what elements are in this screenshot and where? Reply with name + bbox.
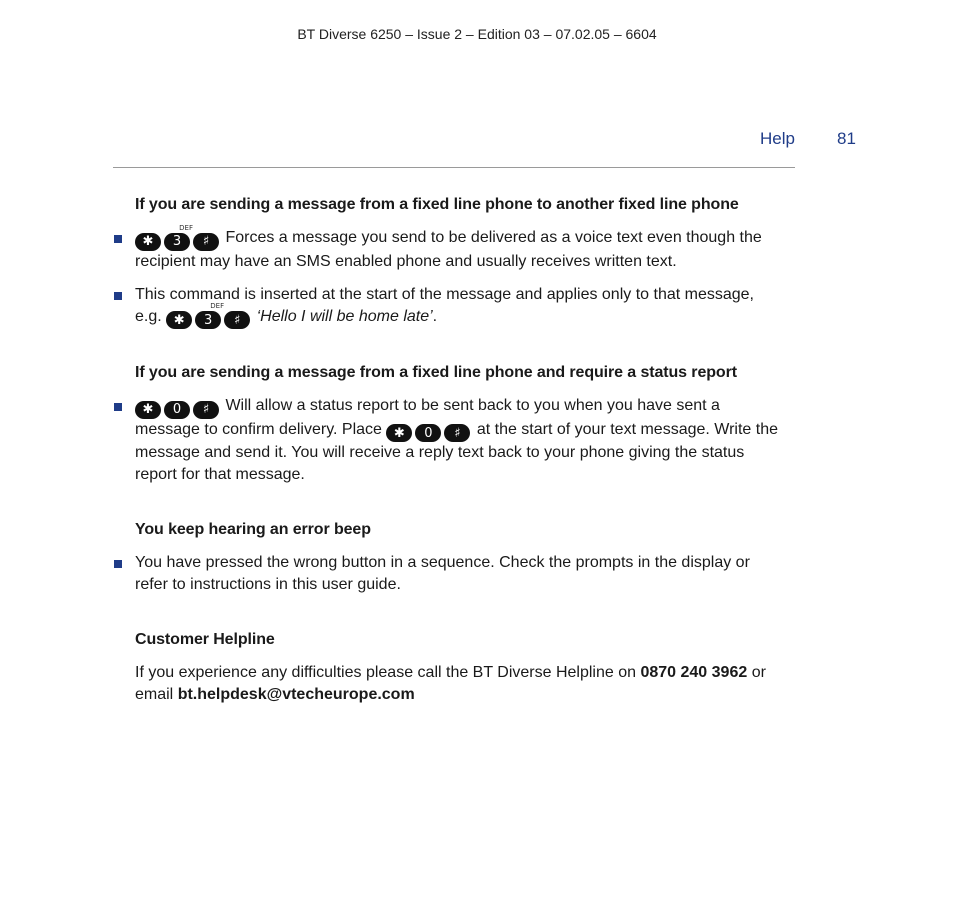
key-sequence: [135, 223, 219, 251]
key-sequence: [135, 401, 219, 419]
section-label: Help: [760, 129, 795, 148]
page-content: [135, 194, 785, 706]
bullet-marker: [114, 403, 122, 411]
bullet-marker: [114, 292, 122, 300]
section-customer-helpline: [135, 629, 785, 706]
helpline-text: or email: [135, 664, 766, 703]
header-divider: [113, 167, 795, 168]
three-key-icon: [164, 223, 193, 251]
bullet-text: Will allow a status report to be sent back to you when you have sent a message to confirm delivery. Place: [135, 397, 720, 438]
example-message: ‘Hello I will be home late’: [256, 307, 433, 325]
hash-key-icon: ♯: [193, 233, 219, 251]
star-key-icon: ✱: [135, 401, 161, 419]
helpline-text: If you experience any difficulties please call the BT Diverse Helpline on: [135, 664, 637, 681]
hash-key-icon: ♯: [224, 311, 250, 329]
bullet-text: You have pressed the wrong button in a sequence. Check the prompts in the display or refer to instructions in this user guide.: [135, 554, 750, 593]
list-item: [135, 223, 785, 273]
page-number: 81: [837, 129, 856, 148]
section-status-report: [135, 362, 785, 486]
three-key-icon: [195, 302, 225, 329]
key-sublabel: DEF: [179, 223, 193, 232]
document-reference: BT Diverse 6250 – Issue 2 – Edition 03 – 07.02.05 – 6604: [297, 26, 657, 42]
key-sequence: [386, 424, 470, 442]
key-sublabel: DEF: [210, 302, 225, 310]
zero-key-icon: 0: [415, 424, 441, 442]
bullet-marker: [114, 235, 122, 243]
helpline-paragraph: [135, 662, 785, 706]
helpline-email: bt.helpdesk@vtecheurope.com: [177, 686, 415, 703]
bullet-marker: [114, 560, 122, 568]
key-label: 3: [204, 312, 213, 328]
bullet-text-end: .: [432, 307, 438, 325]
section-voice-text: [135, 194, 785, 329]
bullet-text: Forces a message you send to be delivered as a voice text even though the recipient may have an SMS enabled phone and usually receives written text.: [135, 229, 762, 270]
list-item: [135, 284, 785, 330]
key-sequence: [166, 302, 250, 329]
section-heading: If you are sending a message from a fixed line phone and require a status report: [135, 364, 737, 381]
section-error-beep: [135, 519, 785, 596]
helpline-phone-number: 0870 240 3962: [640, 664, 748, 681]
star-key-icon: ✱: [386, 424, 412, 442]
key-label: 3: [172, 234, 182, 249]
list-item: [135, 552, 785, 596]
bullet-text: This command is inserted at the start of the message and applies only to that message, e.g.: [135, 285, 754, 325]
list-item: [135, 395, 785, 486]
hash-key-icon: ♯: [193, 401, 219, 419]
star-key-icon: ✱: [166, 311, 192, 329]
star-key-icon: ✱: [135, 233, 161, 251]
section-heading: If you are sending a message from a fixed line phone to another fixed line phone: [135, 196, 739, 213]
hash-key-icon: ♯: [444, 424, 470, 442]
section-heading: You keep hearing an error beep: [135, 521, 371, 538]
bullet-text: at the start of your text message. Write the message and send it. You will receive a reply text back to your phone giving the status report for that message.: [135, 420, 778, 483]
section-heading: Customer Helpline: [135, 631, 275, 648]
zero-key-icon: 0: [164, 401, 190, 419]
